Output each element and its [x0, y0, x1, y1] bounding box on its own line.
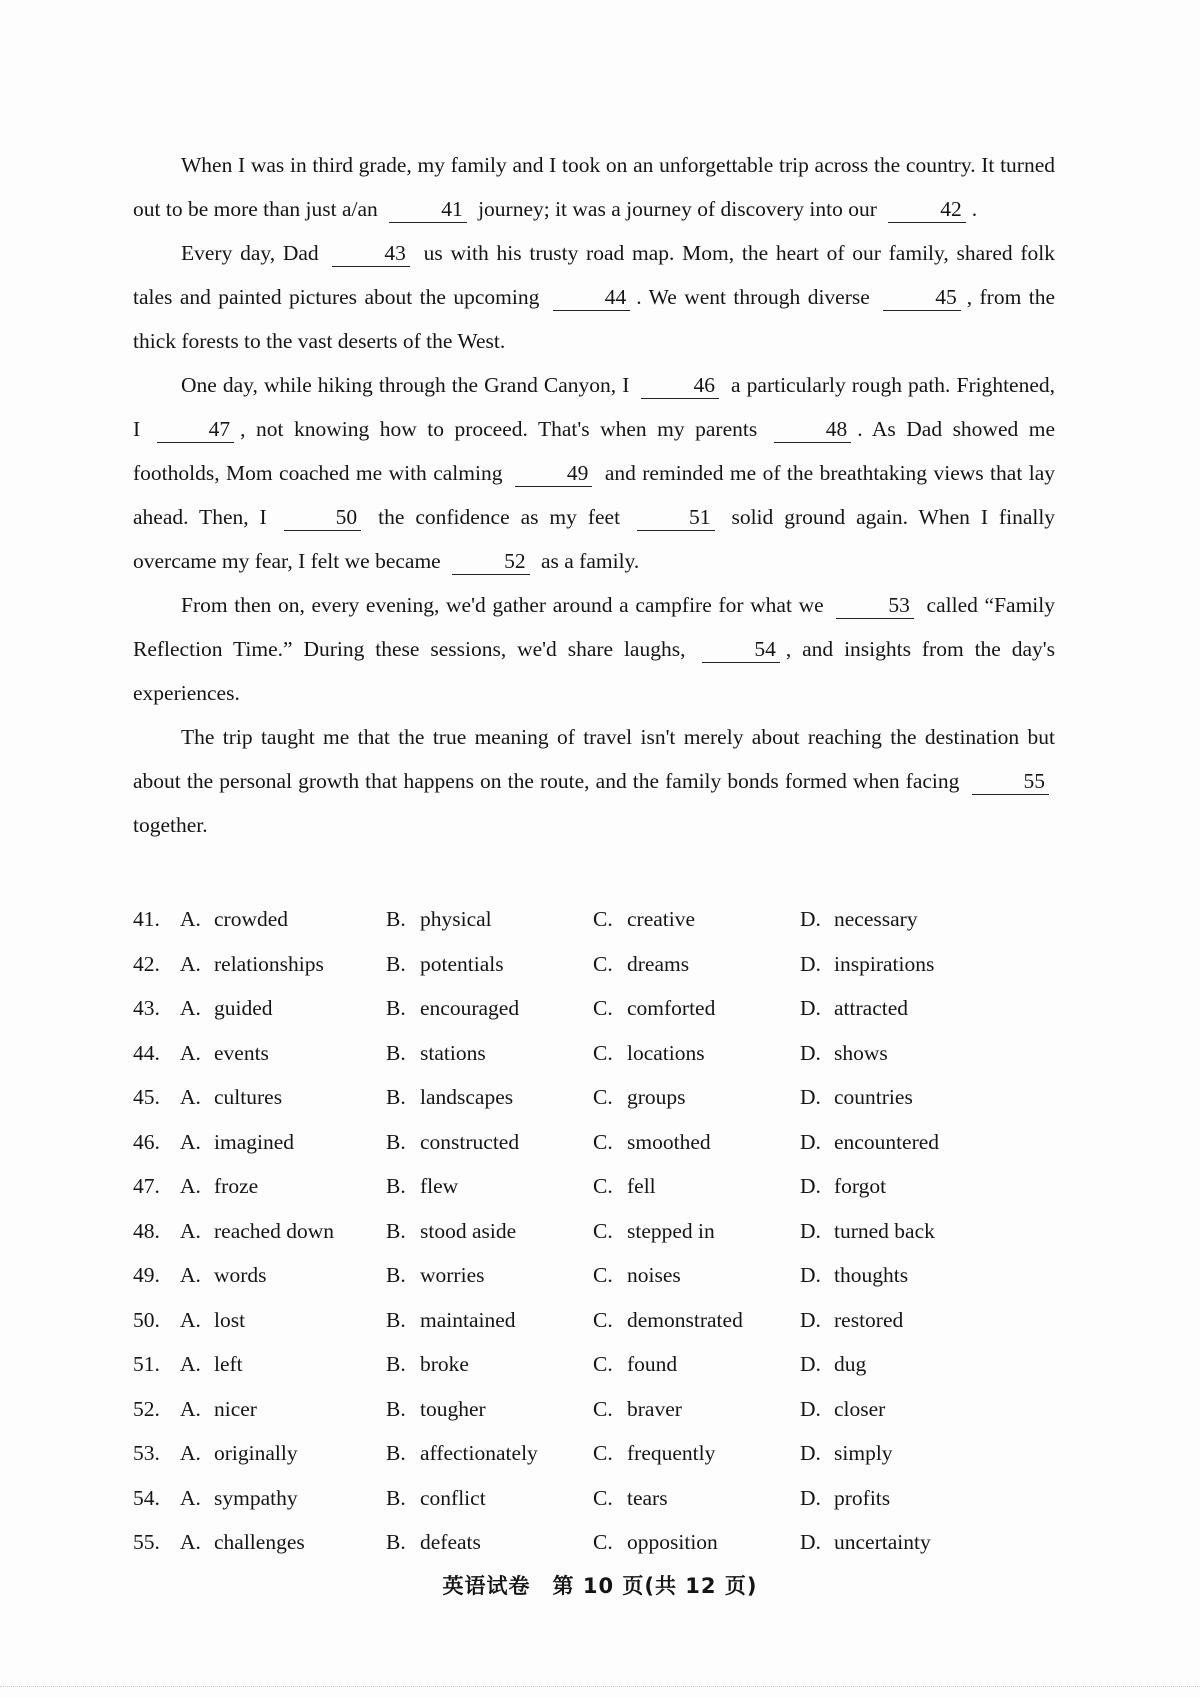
- option-text: encouraged: [420, 996, 520, 1020]
- option-a: [180, 1075, 282, 1120]
- blank-41: 41: [389, 196, 467, 223]
- option-letter: C.: [593, 1352, 613, 1376]
- option-text: crowded: [214, 907, 289, 931]
- option-text: fell: [627, 1174, 656, 1198]
- option-c: [593, 1298, 743, 1343]
- cloze-passage: [133, 143, 1055, 847]
- question-number: 42.: [133, 951, 160, 976]
- blank-45: 45: [883, 284, 961, 311]
- question-row: [133, 1075, 1093, 1120]
- option-a: [180, 1209, 334, 1254]
- option-b: [386, 1075, 513, 1120]
- option-c: [593, 1031, 705, 1076]
- option-letter: C.: [593, 1174, 613, 1198]
- option-a: [180, 942, 324, 987]
- text: , not knowing how to proceed. That's when my parents: [240, 417, 758, 441]
- text: called “Family Reflection Time.” During these sessions, we'd share laughs,: [133, 593, 1055, 661]
- question-number: 45.: [133, 1085, 160, 1109]
- option-text: smoothed: [627, 1129, 711, 1154]
- option-letter: C.: [593, 1307, 613, 1332]
- text: .: [971, 197, 978, 221]
- option-letter: C.: [593, 1129, 613, 1154]
- option-text: cultures: [214, 1085, 283, 1109]
- option-letter: A.: [180, 907, 201, 931]
- option-letter: B.: [386, 1441, 406, 1465]
- option-letter: D.: [800, 1485, 821, 1510]
- option-text: left: [214, 1352, 243, 1376]
- text: and reminded me of the breathtaking views that lay ahead. Then, I: [133, 461, 1055, 529]
- option-text: stood aside: [420, 1218, 517, 1243]
- option-letter: A.: [180, 1174, 201, 1198]
- question-row: [133, 986, 1093, 1031]
- page-footer: 英语试卷 第 10 页(共 12 页): [442, 1574, 758, 1598]
- question-number: 43.: [133, 996, 160, 1020]
- option-d: [800, 1520, 931, 1565]
- option-text: dreams: [627, 951, 690, 976]
- text: When I was in third grade, my family and I took on an unforgettable trip across the country. It turned out to be more than just a/an: [133, 153, 1055, 221]
- option-letter: C.: [593, 1040, 613, 1065]
- option-letter: D.: [800, 1530, 821, 1554]
- option-d: [800, 897, 918, 942]
- text: . As Dad showed me footholds, Mom coached me with calming: [133, 417, 1056, 485]
- option-b: [386, 1520, 481, 1565]
- question-number: 55.: [133, 1530, 160, 1554]
- option-text: locations: [627, 1040, 705, 1065]
- option-text: closer: [834, 1396, 886, 1421]
- option-text: lost: [214, 1307, 246, 1332]
- option-d: [800, 1431, 893, 1476]
- option-letter: A.: [180, 1218, 201, 1243]
- option-letter: B.: [386, 1085, 406, 1109]
- option-c: [593, 1209, 715, 1254]
- option-letter: A.: [180, 1396, 201, 1421]
- option-a: [180, 1476, 298, 1521]
- option-text: reached down: [214, 1218, 334, 1243]
- option-b: [386, 1120, 519, 1165]
- option-letter: C.: [593, 1441, 613, 1465]
- question-row: [133, 1342, 1093, 1387]
- option-text: affectionately: [420, 1441, 538, 1465]
- text: together.: [133, 813, 208, 837]
- paragraph-3: [133, 363, 1055, 583]
- question-number: 53.: [133, 1441, 160, 1465]
- question-row: [133, 1253, 1093, 1298]
- option-letter: D.: [800, 1129, 821, 1154]
- option-letter: A.: [180, 1441, 201, 1465]
- answer-options: [133, 897, 1093, 1565]
- option-letter: D.: [800, 1174, 821, 1198]
- option-d: [800, 1476, 890, 1521]
- text: solid ground again. When I finally overcame my fear, I felt we became: [133, 505, 1056, 573]
- option-text: braver: [627, 1396, 682, 1421]
- text: us with his trusty road map. Mom, the heart of our family, shared folk tales and painted pictures about the upcoming: [133, 241, 1055, 309]
- option-text: imagined: [214, 1129, 295, 1154]
- option-text: stations: [420, 1040, 486, 1065]
- option-a: [180, 897, 288, 942]
- option-text: dug: [834, 1352, 867, 1376]
- blank-48: 48: [774, 416, 852, 443]
- option-text: constructed: [420, 1129, 520, 1154]
- blank-47: 47: [157, 416, 235, 443]
- option-letter: C.: [593, 1396, 613, 1421]
- option-text: encountered: [834, 1129, 940, 1154]
- question-number: 48.: [133, 1218, 160, 1243]
- option-text: froze: [214, 1174, 259, 1198]
- option-d: [800, 986, 908, 1031]
- option-text: inspirations: [834, 951, 935, 976]
- blank-44: 44: [553, 284, 631, 311]
- paragraph-4: [133, 583, 1055, 715]
- option-text: tougher: [420, 1396, 486, 1421]
- blank-49: 49: [515, 460, 593, 487]
- text: . We went through diverse: [636, 285, 870, 309]
- option-b: [386, 1209, 516, 1254]
- option-text: guided: [214, 996, 273, 1020]
- paragraph-2: [133, 231, 1055, 363]
- question-row: [133, 942, 1093, 987]
- option-a: [180, 1031, 269, 1076]
- option-c: [593, 1342, 677, 1387]
- option-text: challenges: [214, 1530, 305, 1554]
- question-row: [133, 1031, 1093, 1076]
- option-b: [386, 1476, 486, 1521]
- option-text: worries: [420, 1263, 485, 1287]
- option-text: frequently: [627, 1441, 716, 1465]
- option-text: noises: [627, 1263, 681, 1287]
- option-letter: A.: [180, 1530, 201, 1554]
- option-letter: D.: [800, 1218, 821, 1243]
- option-letter: C.: [593, 951, 613, 976]
- option-b: [386, 1387, 486, 1432]
- option-letter: A.: [180, 1352, 201, 1376]
- option-text: words: [214, 1263, 267, 1287]
- option-letter: B.: [386, 1263, 406, 1287]
- option-b: [386, 897, 492, 942]
- option-c: [593, 1164, 656, 1209]
- question-number: 52.: [133, 1396, 160, 1421]
- option-text: relationships: [214, 951, 324, 976]
- option-text: nicer: [214, 1396, 257, 1421]
- option-letter: D.: [800, 1040, 821, 1065]
- text: the confidence as my feet: [378, 505, 621, 529]
- option-b: [386, 942, 504, 987]
- option-letter: C.: [593, 1530, 613, 1554]
- option-b: [386, 1342, 469, 1387]
- option-c: [593, 1075, 686, 1120]
- option-letter: C.: [593, 996, 613, 1020]
- option-text: potentials: [420, 951, 504, 976]
- text: The trip taught me that the true meaning of travel isn't merely about reaching the destination but about the personal growth that happens on the route, and the family bonds formed when facing: [133, 725, 1055, 793]
- option-letter: B.: [386, 1218, 406, 1243]
- option-text: creative: [627, 907, 696, 931]
- option-d: [800, 1075, 913, 1120]
- option-letter: B.: [386, 1174, 406, 1198]
- option-b: [386, 1431, 538, 1476]
- blank-43: 43: [332, 240, 410, 267]
- option-text: stepped in: [627, 1218, 715, 1243]
- text: Every day, Dad: [181, 241, 319, 265]
- option-text: turned back: [834, 1218, 935, 1243]
- option-text: broke: [420, 1352, 469, 1376]
- option-text: events: [214, 1040, 269, 1065]
- option-text: profits: [834, 1485, 891, 1510]
- option-letter: C.: [593, 907, 613, 931]
- option-letter: A.: [180, 1085, 201, 1109]
- option-letter: B.: [386, 907, 406, 931]
- question-number: 51.: [133, 1352, 160, 1376]
- option-letter: B.: [386, 1129, 406, 1154]
- option-b: [386, 1253, 484, 1298]
- option-text: physical: [420, 907, 492, 931]
- option-letter: A.: [180, 1263, 201, 1287]
- option-b: [386, 986, 519, 1031]
- option-letter: B.: [386, 1530, 406, 1554]
- option-letter: D.: [800, 1352, 821, 1376]
- option-text: sympathy: [214, 1485, 298, 1510]
- option-d: [800, 1120, 939, 1165]
- option-letter: D.: [800, 1263, 821, 1287]
- option-d: [800, 1298, 903, 1343]
- scan-edge-divider: [0, 1686, 1200, 1687]
- option-c: [593, 1253, 681, 1298]
- question-row: [133, 1476, 1093, 1521]
- question-row: [133, 1209, 1093, 1254]
- option-d: [800, 1164, 886, 1209]
- option-letter: A.: [180, 1485, 201, 1510]
- text: , from the thick forests to the vast deserts of the West.: [133, 285, 1055, 353]
- option-text: found: [627, 1352, 678, 1376]
- question-row: [133, 1387, 1093, 1432]
- option-d: [800, 1387, 885, 1432]
- text: journey; it was a journey of discovery into our: [478, 197, 877, 221]
- option-a: [180, 1520, 305, 1565]
- option-letter: B.: [386, 1352, 406, 1376]
- option-text: attracted: [834, 996, 909, 1020]
- paragraph-5: [133, 715, 1055, 847]
- question-number: 47.: [133, 1174, 160, 1198]
- option-text: landscapes: [420, 1085, 514, 1109]
- text: , and insights from the day's experiences.: [133, 637, 1056, 705]
- text: From then on, every evening, we'd gather around a campfire for what we: [181, 593, 824, 617]
- question-number: 50.: [133, 1307, 160, 1332]
- option-text: countries: [834, 1085, 913, 1109]
- blank-54: 54: [702, 636, 780, 663]
- option-text: conflict: [420, 1485, 486, 1510]
- option-text: simply: [834, 1441, 893, 1465]
- option-letter: B.: [386, 996, 406, 1020]
- option-text: forgot: [834, 1174, 887, 1198]
- option-letter: D.: [800, 996, 821, 1020]
- question-row: [133, 1298, 1093, 1343]
- option-a: [180, 1387, 257, 1432]
- option-text: groups: [627, 1085, 686, 1109]
- option-text: originally: [214, 1441, 298, 1465]
- option-c: [593, 1120, 711, 1165]
- option-c: [593, 942, 689, 987]
- blank-51: 51: [637, 504, 715, 531]
- option-b: [386, 1031, 486, 1076]
- option-c: [593, 1387, 682, 1432]
- blank-52: 52: [452, 548, 530, 575]
- option-letter: B.: [386, 1040, 406, 1065]
- text: as a family.: [540, 549, 640, 573]
- option-c: [593, 986, 715, 1031]
- option-a: [180, 986, 273, 1031]
- text: a particularly rough path. Frightened, I: [133, 373, 1056, 441]
- blank-53: 53: [836, 592, 914, 619]
- option-text: defeats: [420, 1530, 481, 1554]
- option-letter: B.: [386, 1307, 406, 1332]
- option-text: necessary: [834, 907, 918, 931]
- option-a: [180, 1342, 243, 1387]
- option-letter: D.: [800, 1307, 821, 1332]
- option-text: flew: [420, 1174, 459, 1198]
- option-text: restored: [834, 1307, 904, 1332]
- option-text: demonstrated: [627, 1307, 743, 1332]
- option-text: tears: [627, 1485, 668, 1510]
- option-letter: B.: [386, 1485, 406, 1510]
- option-letter: A.: [180, 951, 201, 976]
- option-letter: D.: [800, 1085, 821, 1109]
- question-row: [133, 1164, 1093, 1209]
- option-c: [593, 897, 695, 942]
- option-letter: D.: [800, 1396, 821, 1421]
- option-a: [180, 1298, 245, 1343]
- option-letter: D.: [800, 1441, 821, 1465]
- option-letter: C.: [593, 1218, 613, 1243]
- option-b: [386, 1298, 516, 1343]
- question-number: 41.: [133, 907, 160, 931]
- option-a: [180, 1253, 267, 1298]
- question-number: 46.: [133, 1129, 160, 1154]
- blank-46: 46: [641, 372, 719, 399]
- option-d: [800, 1031, 888, 1076]
- option-letter: D.: [800, 951, 821, 976]
- question-number: 49.: [133, 1263, 160, 1287]
- option-d: [800, 1253, 908, 1298]
- option-text: comforted: [627, 996, 716, 1020]
- option-letter: A.: [180, 1040, 201, 1065]
- option-d: [800, 1342, 866, 1387]
- option-a: [180, 1431, 298, 1476]
- question-row: [133, 1120, 1093, 1165]
- option-c: [593, 1520, 718, 1565]
- option-text: thoughts: [834, 1263, 909, 1287]
- option-letter: C.: [593, 1485, 613, 1510]
- question-number: 44.: [133, 1040, 160, 1065]
- option-text: maintained: [420, 1307, 516, 1332]
- paragraph-1: [133, 143, 1055, 231]
- option-letter: C.: [593, 1085, 613, 1109]
- option-letter: A.: [180, 1129, 201, 1154]
- option-letter: C.: [593, 1263, 613, 1287]
- option-text: shows: [834, 1040, 888, 1065]
- option-letter: A.: [180, 1307, 201, 1332]
- blank-42: 42: [888, 196, 966, 223]
- option-b: [386, 1164, 458, 1209]
- blank-55: 55: [972, 768, 1050, 795]
- option-d: [800, 942, 934, 987]
- option-letter: A.: [180, 996, 201, 1020]
- option-d: [800, 1209, 935, 1254]
- option-text: opposition: [627, 1530, 718, 1554]
- question-number: 54.: [133, 1485, 160, 1510]
- question-row: [133, 897, 1093, 942]
- option-letter: B.: [386, 1396, 406, 1421]
- blank-50: 50: [284, 504, 362, 531]
- question-row: [133, 1431, 1093, 1476]
- option-c: [593, 1476, 668, 1521]
- option-a: [180, 1164, 258, 1209]
- option-letter: B.: [386, 951, 406, 976]
- option-letter: D.: [800, 907, 821, 931]
- text: One day, while hiking through the Grand Canyon, I: [181, 373, 630, 397]
- question-row: [133, 1520, 1093, 1565]
- option-text: uncertainty: [834, 1530, 931, 1554]
- option-c: [593, 1431, 715, 1476]
- option-a: [180, 1120, 294, 1165]
